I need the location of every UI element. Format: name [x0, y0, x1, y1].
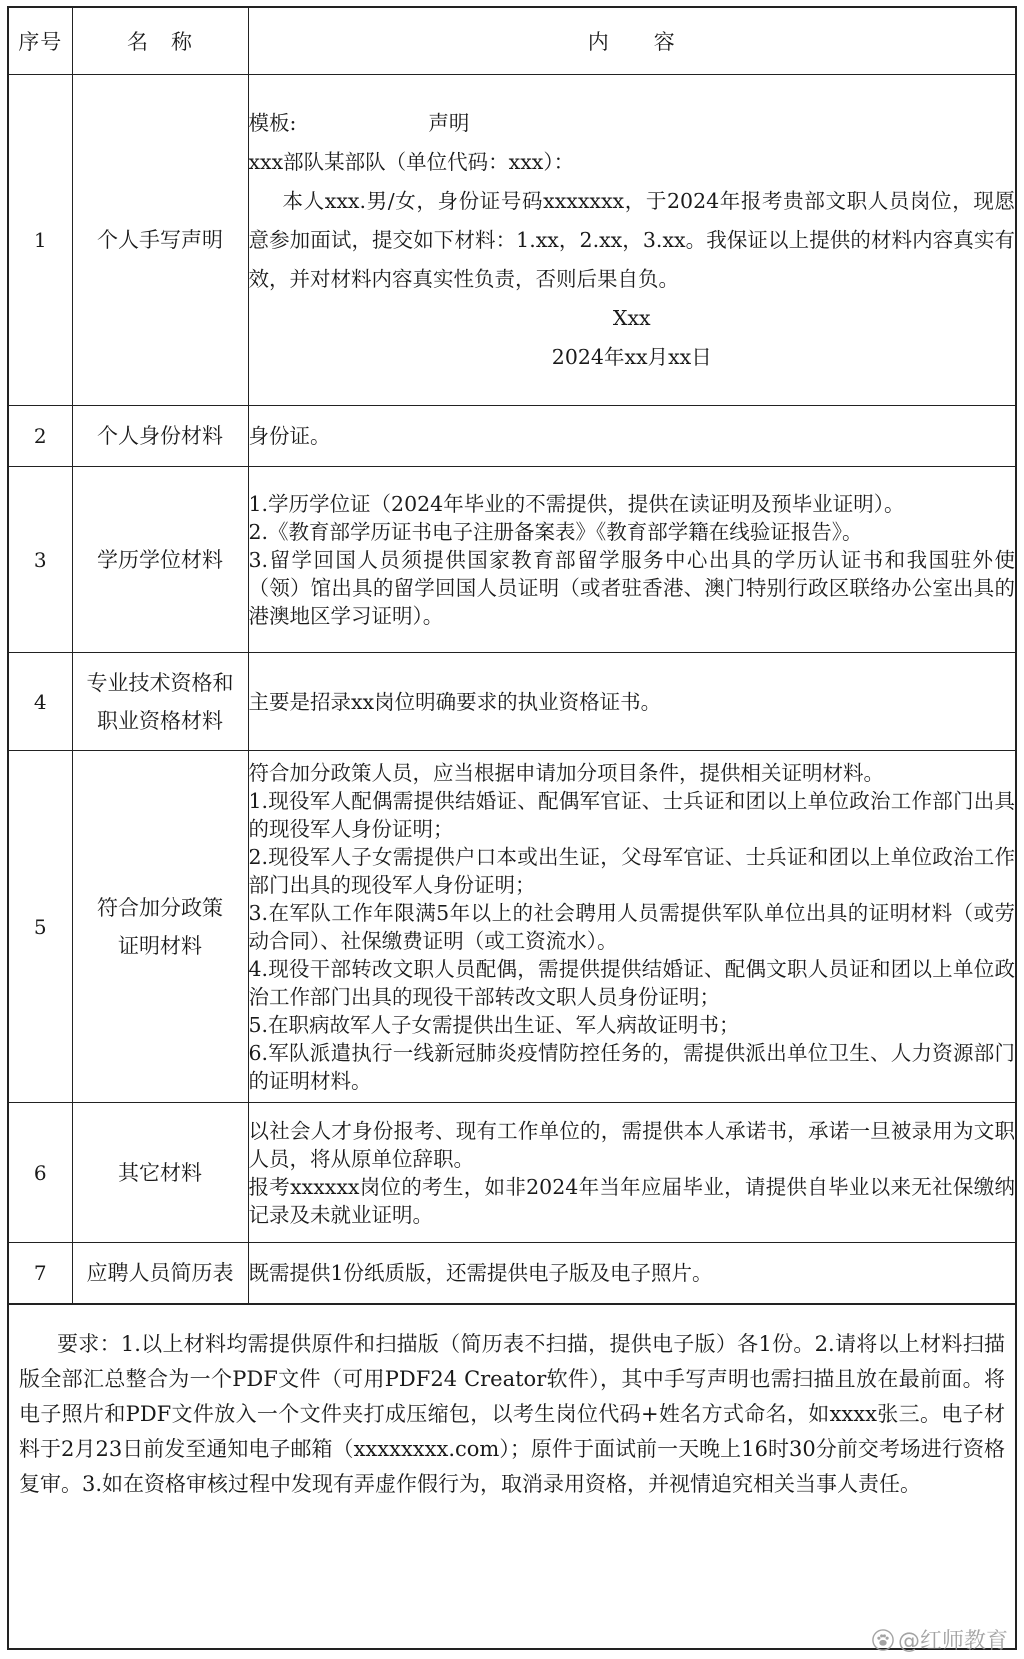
declaration-template [248, 75, 1015, 406]
content-line: 既需提供1份纸质版，还需提供电子版及电子照片。 [248, 1261, 713, 1285]
row-content [248, 751, 1015, 1103]
row-name: 个人手写声明 [72, 75, 248, 406]
content-line: 4.现役干部转改文职人员配偶，需提供提供结婚证、配偶文职人员证和团以上单位政治工作部门出具的现役干部转改文职人员身份证明； [248, 956, 1015, 1009]
content-line: 报考xxxxxx岗位的考生，如非2024年当年应届毕业，请提供自毕业以来无社保缴纳记录及未就业证明。 [248, 1174, 1015, 1227]
row-number: 6 [9, 1103, 72, 1243]
row-name-line: 证明材料 [118, 933, 202, 958]
template-title-line [249, 104, 1016, 143]
row-name: 其它材料 [72, 1103, 248, 1243]
table-row [9, 1103, 1015, 1243]
content-line: 主要是招录xx岗位明确要求的执业资格证书。 [248, 689, 662, 714]
content-line: 2.现役军人子女需提供户口本或出生证，父母军官证、士兵证和团以上单位政治工作部门出具的现役军人身份证明； [248, 844, 1015, 897]
table-row [9, 75, 1015, 406]
row-name: 应聘人员简历表 [72, 1243, 248, 1304]
header-content: 内 容 [248, 8, 1015, 75]
content-line: 3.留学回国人员须提供国家教育部留学服务中心出具的学历认证书和我国驻外使（领）馆出具的留学回国人员证明（或者驻香港、澳门特别行政区联络办公室出具的港澳地区学习证明）。 [248, 547, 1015, 628]
table-row [9, 406, 1015, 467]
requirements-text: 要求：1.以上材料均需提供原件和扫描版（简历表不扫描，提供电子版）各1份。2.请将以上材料扫描版全部汇总整合为一个PDF文件（可用PDF24 Creator软件），其中手写声明也需扫描且放在最前面。将电子照片和PDF文件放入一个文件夹打成压缩包，以考生岗位代码+姓名方式命名，如xxxx张三。电子材料于2月23日前发至通知电子邮箱（xxxxxxxx.com）；原件于面试前一天晚上16时30分前交考场进行资格复审。3.如在资格审核过程中发现有弄虚作假行为，取消录用资格，并视情追究相关当事人责任。 [19, 1332, 1005, 1496]
template-title: 声明 [428, 110, 470, 135]
content-line: 3.在军队工作年限满5年以上的社会聘用人员需提供军队单位出具的证明材料（或劳动合同）、社保缴费证明（或工资流水）。 [248, 900, 1015, 953]
row-content [248, 467, 1015, 653]
requirements-note [9, 1304, 1015, 1502]
template-label: 模板: [248, 110, 297, 135]
row-number: 7 [9, 1243, 72, 1304]
content-line: 以社会人才身份报考、现有工作单位的，需提供本人承诺书，承诺一旦被录用为文职人员，将从原单位辞职。 [248, 1118, 1015, 1171]
row-number: 4 [9, 653, 72, 751]
document-sheet [7, 6, 1017, 1650]
row-number: 3 [9, 467, 72, 653]
template-addressee: xxx部队某部队（单位代码：xxx）： [248, 149, 575, 174]
row-name-line: 专业技术资格和 [86, 670, 234, 695]
content-line: 6.军队派遣执行一线新冠肺炎疫情防控任务的，需提供派出单位卫生、人力资源部门的证明材料。 [248, 1040, 1015, 1093]
row-name-line: 职业资格材料 [97, 708, 223, 733]
template-signature: Xxx [612, 305, 651, 330]
row-name: 学历学位材料 [72, 467, 248, 653]
table-row [9, 1243, 1015, 1304]
watermark-text: @红师教育 [897, 1629, 1008, 1654]
table-row [9, 751, 1015, 1103]
row-name [72, 751, 248, 1103]
table-row [9, 653, 1015, 751]
row-name: 个人身份材料 [72, 406, 248, 467]
template-body: 本人xxx.男/女，身份证号码xxxxxxx，于2024年报考贵部文职人员岗位，现愿意参加面试，提交如下材料：1.xx，2.xx，3.xx。我保证以上提供的材料内容真实有效，并对材料内容真实性负责，否则后果自负。 [248, 188, 1015, 291]
row-content [248, 653, 1015, 751]
row-content [248, 406, 1015, 467]
template-date: 2024年xx月xx日 [551, 344, 712, 369]
content-line: 1.学历学位证（2024年毕业的不需提供，提供在读证明及预毕业证明）。 [248, 491, 905, 516]
row-content [248, 1103, 1015, 1243]
content-line: 符合加分政策人员，应当根据申请加分项目条件，提供相关证明材料。 [248, 760, 884, 785]
row-number: 1 [9, 75, 72, 406]
content-line: 2.《教育部学历证书电子注册备案表》《教育部学籍在线验证报告》。 [248, 519, 863, 544]
row-name-line: 符合加分政策 [97, 895, 223, 920]
header-no: 序号 [9, 8, 72, 75]
table-header-row [9, 8, 1015, 75]
row-number: 5 [9, 751, 72, 1103]
table-row [9, 467, 1015, 653]
content-line: 1.现役军人配偶需提供结婚证、配偶军官证、士兵证和团以上单位政治工作部门出具的现役军人身份证明； [248, 788, 1015, 841]
row-number: 2 [9, 406, 72, 467]
header-name: 名 称 [72, 8, 248, 75]
row-name [72, 653, 248, 751]
content-line: 身份证。 [248, 424, 331, 448]
paw-icon [872, 1629, 894, 1651]
content-line: 5.在职病故军人子女需提供出生证、军人病故证明书； [248, 1012, 740, 1037]
watermark [872, 1624, 1008, 1655]
row-content [248, 1243, 1015, 1304]
materials-table [9, 8, 1015, 1304]
